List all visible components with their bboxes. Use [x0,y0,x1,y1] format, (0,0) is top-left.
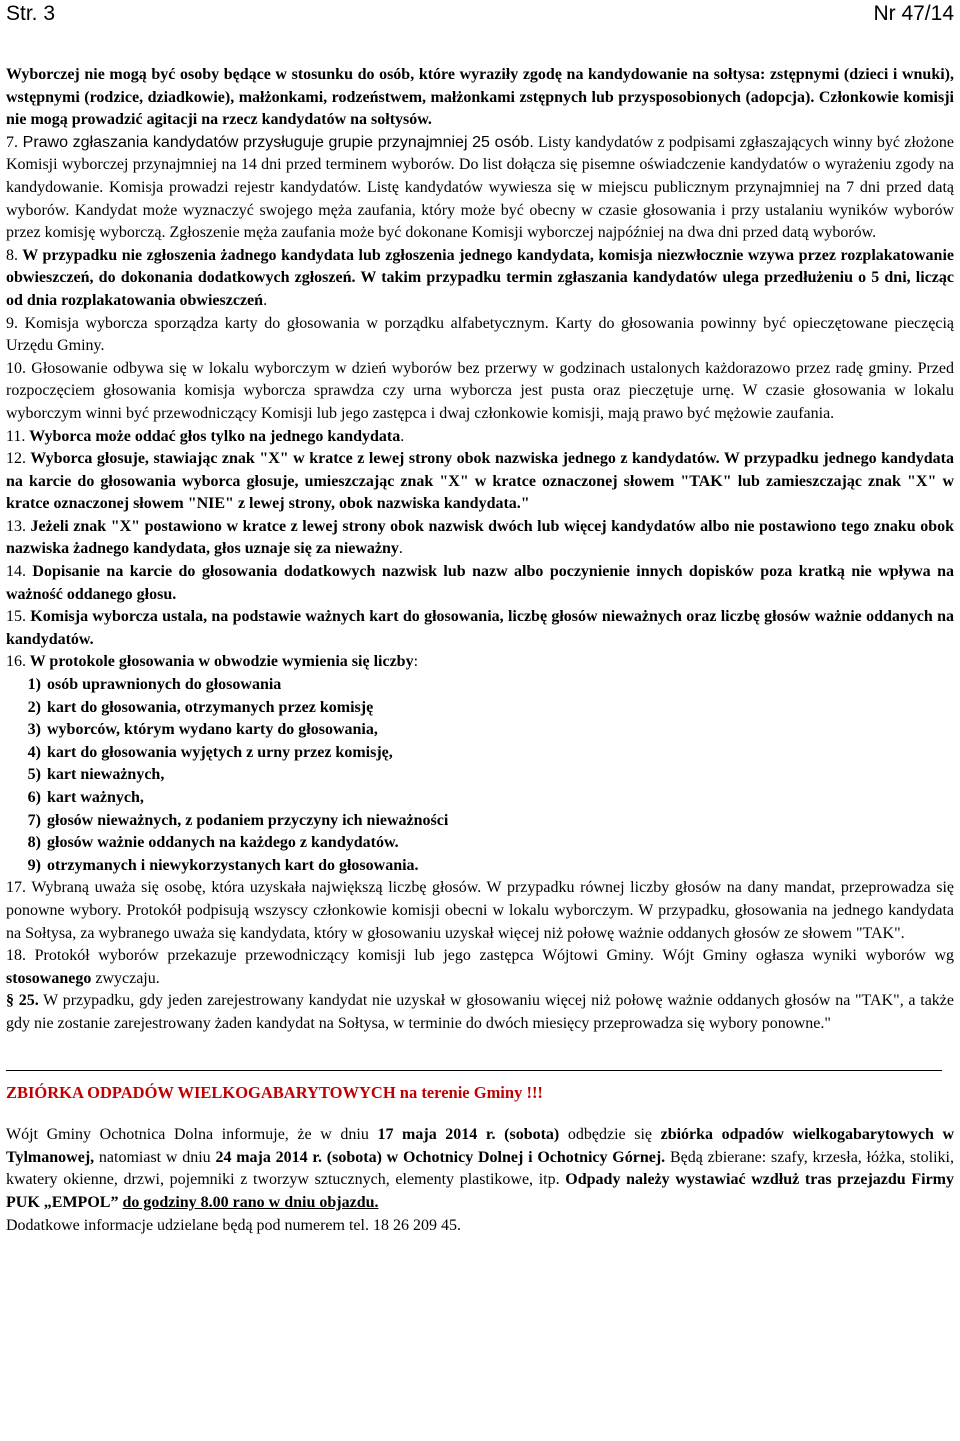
notice-deadline: do godziny 8.00 rano w dniu objazdu. [122,1193,379,1211]
section-number: 13. [6,517,26,535]
section-16-tail: : [413,653,419,671]
list-item-number: 7) [27,811,41,829]
section-10-text: Głosowanie odbywa się w lokalu wyborczym w dzień wyborów bez przerwy w godzinach ustalonych każdorazowo przez radę gminy. Przed rozpoczęciem głosowania komisja wyborcza sprawdza czy urna wyborcza jest pusta oraz pieczętuje urnę. W czasie głosowania w lokalu wyborczym winni być przewodniczący Komisji lub jego zastępca i dwaj członkowie komisji, mają prawo być mężowie zaufania. [6,359,954,422]
list-item-number: 4) [27,743,41,761]
list-item-number: 5) [27,766,41,784]
notice-text: Wójt Gminy Ochotnica Dolna informuje, że w dniu [6,1126,378,1144]
paragraph-25 [6,990,954,1035]
section-divider [6,1070,942,1071]
list-item-text: głosów nieważnych, z podaniem przyczyny ich nieważności [47,811,449,829]
section-16 [6,651,954,674]
list-item [6,855,954,878]
intro-text: Wyborczej nie mogą być osoby będące w stosunku do osób, które wyraziły zgodę na kandydowanie na sołtysa: zstępnymi (dzieci i wnuki), wstępnymi (rodzice, dziadkowie), małżonkami, rodzeństwem, małżonkami zstępnych lub przysposobionych (adopcja). Członkowie komisji nie mogą prowadzić agitacji na rzecz kandydatów na sołtysów. [6,66,954,129]
list-item-number: 1) [27,676,41,694]
intro-paragraph [6,64,954,132]
notice-text: natomiast w dniu [94,1148,216,1166]
page-number: Str. 3 [6,2,56,25]
list-item-number: 3) [27,721,41,739]
list-item-text: kart nieważnych, [47,766,165,784]
list-item-text: kart ważnych, [47,789,144,806]
list-item-text: kart do głosowania, otrzymanych przez komisję [47,698,374,716]
list-item [6,764,954,787]
section-8-text: W przypadku nie zgłoszenia żadnego kandydata lub zgłoszenia jednego kandydata, komisja niezwłocznie wzywa przez rozplakatowanie obwieszczeń, do dokonania dodatkowych zgłoszeń. W takim przypadku termin zgłaszania kandydatów ulega przedłużeniu o 5 dni, licząc od dnia rozplakatowania obwieszczeń [6,246,954,309]
section-18-text: Protokół wyborów przekazuje przewodniczący komisji lub jego zastępca Wójtowi Gminy. Wójt Gminy ogłasza wyniki wyborów wg [26,947,954,965]
section-14-text: Dopisanie na karcie do głosowania dodatkowych nazwisk lub nazw albo poczynienie innych dopisków poza kratką nie wpływa na ważność oddanego głosu. [6,563,954,603]
list-item-text: osób uprawnionych do głosowania [47,676,282,694]
article-body [6,64,954,1237]
notice-date-ochotnica: 24 maja 2014 r. (sobota) w Ochotnicy Dolnej i Ochotnicy Górnej. [215,1148,666,1166]
notice-paragraph [6,1124,954,1214]
protocol-list [6,674,954,877]
section-number: 9. [6,314,18,332]
section-number: 12. [6,450,26,468]
section-8-tail: . [263,291,268,309]
list-item [6,810,954,833]
section-number: 11. [6,427,26,445]
paragraph-number: § 25. [6,992,39,1010]
notice-footer: Dodatkowe informacje udzielane będą pod numerem tel. 18 26 209 45. [6,1216,461,1234]
list-item-number: 2) [27,698,41,716]
section-18-tail: zwyczaju. [91,969,160,987]
section-15-text: Komisja wyborcza ustala, na podstawie ważnych kart do głosowania, liczbę głosów nieważnych oraz liczbę głosów ważnie oddanych na kandydatów. [6,608,954,648]
section-7 [6,132,954,245]
section-17-text: Wybraną uważa się osobę, która uzyskała największą liczbę głosów. W przypadku równej liczby głosów na dany mandat, przeprowadza się ponowne wybory. Protokół podpisują wszyscy członkowie komisji obecni w lokalu wyborczym. W przypadku, głosowania na jednego kandydata na Sołtysa, za wybranego uważa się kandydata, który w głosowaniu uzyskał więcej niż połowę ważnie oddanych głosów ze słowem "TAK". [6,879,954,942]
list-item-number: 8) [27,834,41,852]
list-item [6,719,954,742]
section-9 [6,313,954,358]
notice-title: ZBIÓRKA ODPADÓW WIELKOGABARYTOWYCH na terenie Gminy !!! [6,1082,543,1102]
section-number: 10. [6,359,26,377]
section-10 [6,358,954,426]
list-item-number: 6) [27,789,41,806]
section-13 [6,516,954,561]
section-16-text: W protokole głosowania w obwodzie wymienia się liczby [26,653,414,671]
list-item [6,832,954,855]
notice-items: Będą zbierane: szafy, krzesła, łóżka, stoliki, kwatery okienne, drzwi, pojemniki z tworzyw sztucznych, elementy plastikowe, itp. [6,1148,954,1189]
notice-location-tylmanowa: zbiórka odpadów wielkogabarytowych w Tylmanowej, [6,1126,955,1166]
notice-instruction: Odpady należy wystawiać wzdłuż tras przejazdu Firmy PUK „EMPOL” [6,1171,954,1211]
notice-text: odbędzie się [559,1126,661,1144]
list-item [6,742,954,765]
section-11-text: Wyborca może oddać głos tylko na jednego kandydata [25,427,401,445]
section-18 [6,945,954,990]
section-7-text: Listy kandydatów z podpisami zgłaszających winny być złożone Komisji wyborczej przynajmniej na 14 dni przed terminem wyborów. Do list dołącza się pisemne oświadczenie kandydatów o wyrażeniu zgody na kandydowanie. Komisja prowadzi rejestr kandydatów. Listę kandydatów wywiesza się w miejscu publicznym przynajmniej na 7 dni przed datą wyborów. Kandydat może wyznaczyć swojego męża zaufania, który może być obecny w czasie głosowania i przy ustalaniu wyników wyborów przez komisję wyborczą. Zgłoszenie męża zaufania może być dokonane Komisji wyborczej najpóźniej na dwa dni przed datą wyborów. [6,133,954,242]
section-13-tail: . [398,540,403,558]
section-15 [6,606,954,651]
section-number: 18. [6,947,26,965]
section-17 [6,877,954,945]
list-item [6,674,954,697]
section-number: 7. [6,133,18,151]
section-14 [6,561,954,606]
paragraph-25-text: W przypadku, gdy jeden zarejestrowany kandydat nie uzyskał w głosowaniu więcej niż połowę ważnie oddanych głosów na "TAK", a także gdy nie zostanie zarejestrowany żaden kandydat na Sołtysa, w terminie do dwóch miesięcy przeprowadza się wybory ponowne." [6,992,955,1032]
notice-date-tylmanowa: 17 maja 2014 r. (sobota) [377,1126,560,1144]
section-11 [6,426,954,449]
list-item-text: wyborców, którym wydano karty do głosowania, [47,721,378,739]
section-number: 16. [6,653,26,671]
section-7-lead: Prawo zgłaszania kandydatów przysługuje grupie przynajmniej 25 osób. [18,133,534,151]
list-item [6,697,954,720]
section-number: 17. [6,879,26,897]
section-number: 8. [6,246,18,264]
section-number: 15. [6,608,26,626]
section-13-text: Jeżeli znak "X" postawiono w kratce z lewej strony obok nazwisk dwóch lub więcej kandydatów albo nie postawiono tego znaku obok nazwiska żadnego kandydata, głos uznaje się za nieważny [6,517,954,558]
section-number: 14. [6,563,26,581]
section-8 [6,245,954,313]
section-18-bold: stosowanego [6,969,92,987]
spacer [6,1104,954,1124]
section-11-tail: . [400,427,405,445]
list-item-number: 9) [27,856,41,874]
page-header [6,0,954,36]
list-item-text: głosów ważnie oddanych na każdego z kandydatów. [47,834,399,852]
section-12 [6,448,954,516]
list-item [6,787,954,810]
list-item-text: otrzymanych i niewykorzystanych kart do głosowania. [47,856,419,874]
list-item-text: kart do głosowania wyjętych z urny przez komisję, [47,743,393,761]
section-9-text: Komisja wyborcza sporządza karty do głosowania w porządku alfabetycznym. Karty do głosowania powinny być opieczętowane pieczęcią Urzędu Gminy. [6,314,954,355]
section-12-text: Wyborca głosuje, stawiając znak "X" w kratce z lewej strony obok nazwiska jednego z kandydatów. W przypadku jednego kandydata na karcie do głosowania wyborca głosuje, umieszczając znak "X" w kratce oznaczonej słowem "TAK" lub zamieszczając znak "X" w kratce oznaczonej słowem "NIE" z lewej strony, obok nazwiska kandydata." [6,450,954,513]
issue-number: Nr 47/14 [873,2,954,25]
